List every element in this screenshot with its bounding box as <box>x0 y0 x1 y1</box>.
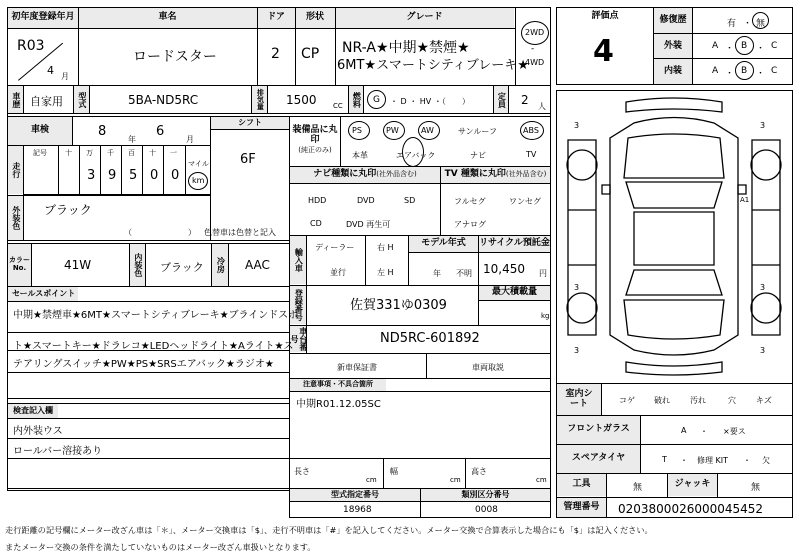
equipment-aw: AW <box>421 126 434 135</box>
tools-label: 工具 <box>572 479 591 490</box>
shape-label-cell <box>295 8 335 28</box>
color-no-label: カラーNo. <box>9 256 30 272</box>
mark-rear-right: 3 <box>760 283 766 292</box>
spare-kit: 修理 KIT <box>697 456 729 465</box>
mark-a1: A1 <box>740 196 750 204</box>
glass-label: フロントガラス <box>567 424 630 435</box>
navi-dvd-play: DVD 再生可 <box>346 220 391 229</box>
score-label-cell <box>557 8 653 26</box>
mile-label: マイル <box>188 160 209 168</box>
warranty-new-car: 新車保証書 <box>337 363 377 372</box>
equipment-airbag: エアバック <box>396 151 436 160</box>
equipment-tv: TV <box>526 150 537 159</box>
car-name-label-cell <box>78 8 257 28</box>
model-label: 型式 <box>77 91 87 108</box>
mirror-right <box>738 185 746 194</box>
registration-plate: 佐賀331ゆ0309 <box>350 298 447 313</box>
tv-label-cell <box>441 167 550 183</box>
import-left: 左 H <box>377 268 394 277</box>
car-name: ロードスター <box>133 49 217 65</box>
interior-dot-2: ・ <box>756 69 766 79</box>
mileage-sign-label: 記号 <box>33 149 47 157</box>
car-body-outline <box>610 118 738 356</box>
glass-x: ×要ス <box>723 427 746 436</box>
class-label: 類別区分番号 <box>461 489 510 499</box>
length-label: 長さ <box>294 467 310 476</box>
equipment-pw: PW <box>386 126 399 135</box>
inspection-year-unit: 年 <box>128 135 136 144</box>
tools-label-cell <box>557 474 606 496</box>
chassis-value: ND5RC-601892 <box>380 331 480 346</box>
notes-label: 注意事項・不具合箇所 <box>303 380 373 389</box>
jack-label: ジャッキ <box>674 479 711 490</box>
length-unit: cm <box>366 476 377 484</box>
class-value: 0008 <box>475 505 498 515</box>
fuel-label-cell <box>349 86 363 113</box>
capacity-label-cell <box>494 86 508 113</box>
mileage-label: 走行 <box>11 162 21 178</box>
mark-front-right: 3 <box>760 121 766 130</box>
inspection-label-cell <box>8 117 72 145</box>
exterior-dot-2: ・ <box>756 44 766 54</box>
type-value: 18968 <box>343 505 372 515</box>
interior-b: B <box>741 66 748 76</box>
use-label-cell <box>8 86 23 113</box>
mark-rear-left: 3 <box>574 283 580 292</box>
interior-color-value: ブラック <box>160 261 204 274</box>
repair-dot: ・ <box>743 19 753 29</box>
jack-label-cell <box>668 474 717 496</box>
door-label-cell <box>257 8 295 28</box>
color-label: 外装色 <box>11 206 21 230</box>
spare-label: スペアタイヤ <box>571 453 626 464</box>
ac-label-cell <box>212 244 228 286</box>
interior-label-cell <box>654 59 692 84</box>
footer-line-1: 走行距離の記号欄にメーター改ざん車は「＊」、メーター交換車は「$」、走行不明車は「#」を記入してください。メーター交換で合算表示した場合にも「$」は記入ください。 <box>5 525 653 535</box>
recycle-yen: 円 <box>539 269 547 278</box>
trunk-outline <box>624 300 724 339</box>
interior-label: 内装 <box>663 65 682 76</box>
exterior-label-cell <box>654 34 692 59</box>
model-label-cell <box>74 86 89 113</box>
sales-line-3: テアリングスイッチ★PW★PS★SRSエアバック★ラジオ★ <box>13 359 274 370</box>
mileage-digit-100: 5 <box>129 168 138 183</box>
capacity-label: 定員 <box>497 91 507 108</box>
displacement-label-cell <box>252 86 267 113</box>
car-name-label: 車名 <box>158 12 177 23</box>
repair-yes: 有 <box>727 19 737 29</box>
spare-t: T <box>662 455 667 464</box>
interior-color-label: 内装色 <box>133 253 143 277</box>
grade-line-2: 6MT★スマートシティブレーキ★ <box>337 58 529 73</box>
seat-hole: 穴 <box>728 396 736 405</box>
shift-label: シフト <box>238 117 262 127</box>
inspector-line-2: ロールバー溶接あり <box>13 446 103 457</box>
repair-label: 修復歴 <box>659 15 687 26</box>
management-label-cell <box>557 498 606 517</box>
fuel-label: 燃料 <box>352 91 362 108</box>
import-dealer: ディーラー <box>315 243 355 252</box>
cabin-outline <box>634 212 714 265</box>
repair-no: 無 <box>756 19 766 29</box>
door-label: ドア <box>267 12 285 23</box>
wheel-front-left <box>567 150 597 180</box>
doors: 2 <box>271 46 280 62</box>
ac-value: AAC <box>245 258 270 272</box>
management-label: 管理番号 <box>563 501 600 512</box>
seat-label: 室内シート <box>565 388 593 409</box>
equipment-navi: ナビ <box>470 151 486 160</box>
navi-hdd: HDD <box>308 196 327 205</box>
navi-dvd: DVD <box>357 196 375 205</box>
registration-label: 登録番号 <box>294 289 304 321</box>
equipment-abs: ABS <box>523 126 539 135</box>
mark-bottom-left: 3 <box>574 346 580 355</box>
mileage-unit-100: 百 <box>128 149 135 157</box>
drive-4wd: 4WD <box>525 58 545 67</box>
spare-none: 欠 <box>762 456 770 465</box>
equipment-label: 装備品に丸印 (純正のみ) <box>292 125 338 154</box>
navi-sd: SD <box>404 196 416 205</box>
drive-2wd: 2WD <box>525 28 545 37</box>
mileage-unit-10m: 十 <box>65 149 72 157</box>
height-unit: cm <box>536 476 547 484</box>
management-value: 0203800026000045452 <box>618 502 764 516</box>
model-year-label: モデル年式 <box>421 238 466 249</box>
exterior-a: A <box>712 41 719 51</box>
max-load-unit: kg <box>541 312 550 320</box>
displacement-label: 排気量 <box>256 89 265 110</box>
grade-label-cell <box>335 8 514 28</box>
model-year-unknown: 不明 <box>456 269 472 278</box>
right-side-outline <box>752 140 780 335</box>
seat-label-cell <box>557 384 601 415</box>
glass-dot: ・ <box>700 427 708 436</box>
model-year-unit: 年 <box>433 269 441 278</box>
left-door-line <box>568 210 596 265</box>
warranty-manual: 車両取説 <box>472 363 504 372</box>
inspection-label: 車検 <box>30 125 49 136</box>
chassis-label: 車台番号 <box>290 327 308 351</box>
km-label: km <box>192 176 205 185</box>
drive-dash: - <box>531 44 535 54</box>
import-label: 輸入車 <box>294 248 304 272</box>
grade-line-1: NR-A★中期★禁煙★ <box>342 40 470 56</box>
model-year-label-cell <box>409 236 478 252</box>
color-no-label-cell <box>8 244 31 286</box>
interior-dot-1: ・ <box>725 69 735 79</box>
exterior-c: C <box>771 41 778 51</box>
grade-label: グレード <box>406 12 443 23</box>
mark-bottom-right: 3 <box>760 346 766 355</box>
height-label: 高さ <box>471 467 487 476</box>
color-value: ブラック <box>44 203 92 217</box>
tv-label: TV 種類に丸印(社外品含む) <box>444 169 547 180</box>
sales-label: セールスポイント <box>12 288 76 298</box>
spare-label-cell <box>557 445 640 473</box>
shift-label-cell <box>211 117 289 129</box>
max-load-label-cell <box>479 286 550 300</box>
cc-unit: CC <box>333 102 343 110</box>
mileage-digit-10: 0 <box>150 168 159 183</box>
shift-value: 6F <box>240 152 256 167</box>
repair-label-cell <box>654 8 692 34</box>
rear-bumper <box>626 362 722 375</box>
score-value: 4 <box>593 34 614 69</box>
capacity-value: 2 <box>521 93 529 107</box>
footer-line-2: またメーター交換の条件を満たしていないものはメーター改ざん車扱いとなります。 <box>5 542 316 552</box>
navi-label: ナビ種類に丸印(社外品含む) <box>313 169 417 180</box>
reg-month-unit: 月 <box>61 72 69 81</box>
tv-oneseg: ワンセグ <box>509 197 541 206</box>
mileage-unit-10: 十 <box>149 149 156 157</box>
mileage-digit-10k: 3 <box>87 168 96 183</box>
equipment-sunroof: サンルーフ <box>458 127 497 136</box>
reg-year-label-cell <box>8 8 78 28</box>
displacement-value: 1500 <box>286 93 317 107</box>
mark-front-left: 3 <box>574 121 580 130</box>
shape-label: 形状 <box>305 12 324 23</box>
tv-analog: アナログ <box>454 220 486 229</box>
glass-label-cell <box>557 416 640 444</box>
jack-value: 無 <box>751 483 761 493</box>
color-paren: （ ） <box>124 228 196 237</box>
wheel-rear-left <box>567 293 597 323</box>
width-unit: cm <box>450 476 461 484</box>
equipment-leather: 本革 <box>352 151 368 160</box>
right-door-line <box>752 210 780 265</box>
shape: CP <box>301 46 320 62</box>
recycle-label: リサイクル預託金 <box>479 238 550 249</box>
front-bumper <box>626 98 722 112</box>
inspector-label: 検査記入欄 <box>13 405 53 415</box>
use-value: 自家用 <box>30 95 63 108</box>
mirror-left <box>602 185 610 194</box>
width-label: 幅 <box>390 467 398 476</box>
inspection-month-unit: 月 <box>186 135 194 144</box>
fuel-options: ・ D ・ HV ・（ ） <box>390 97 470 106</box>
recycle-label-cell <box>479 236 550 252</box>
color-note: 色替車は色替と記入 <box>204 228 276 237</box>
color-no-value: 41W <box>64 258 92 272</box>
model-value: 5BA-ND5RC <box>128 93 199 107</box>
seat-burn: コゲ <box>619 396 635 405</box>
mileage-label-cell <box>8 146 23 194</box>
reg-year: R03 <box>17 38 45 54</box>
mileage-unit-1: 一 <box>170 149 177 157</box>
sales-line-1: 中期★禁煙車★6MT★スマートシティブレーキ★ブラインドスポ <box>13 310 299 321</box>
wheel-rear-right <box>751 293 781 323</box>
inspector-label-cell <box>8 404 58 418</box>
spare-dot-2: ・ <box>743 456 751 465</box>
notes-value: 中期R01.12.05SC <box>296 399 381 410</box>
glass-a: A <box>681 426 687 435</box>
windshield-outline <box>626 182 722 208</box>
use-label: 車歴 <box>11 91 21 108</box>
mileage-unit-10k: 万 <box>86 149 93 157</box>
seat-scratch: キズ <box>756 396 772 405</box>
navi-cd: CD <box>310 219 322 228</box>
seat-stain: 汚れ <box>690 396 706 405</box>
interior-color-label-cell <box>130 244 145 286</box>
equipment-ps: PS <box>352 126 362 135</box>
seat-tear: 破れ <box>654 396 670 405</box>
mileage-unit-1k: 千 <box>107 149 114 157</box>
exterior-b: B <box>741 41 748 51</box>
import-label-cell <box>290 236 306 284</box>
wheel-front-right <box>751 150 781 180</box>
equipment-label-cell <box>290 117 340 165</box>
type-label: 型式指定番号 <box>331 489 379 499</box>
fuel-g: G <box>373 95 380 105</box>
sales-line-2: ト★スマートキー★ドラレコ★LEDヘッドライト★Aライト★ス <box>13 341 294 352</box>
mileage-units-row <box>24 146 210 157</box>
recycle-value: 10,450 <box>483 262 525 276</box>
inspector-line-1: 内外装ウス <box>13 426 63 437</box>
left-side-outline <box>568 140 596 335</box>
interior-a: A <box>712 66 719 76</box>
interior-c: C <box>771 66 778 76</box>
max-load-label: 最大積載量 <box>491 287 537 298</box>
sales-label-cell <box>8 287 78 301</box>
car-diagram <box>556 90 793 383</box>
ac-label: 冷房 <box>216 257 226 273</box>
exterior-dot-1: ・ <box>725 44 735 54</box>
reg-year-label: 初年度登録年月 <box>11 12 75 23</box>
tv-fullseg: フルセグ <box>454 197 486 206</box>
navi-label-cell <box>290 167 440 183</box>
exterior-label: 外装 <box>663 40 682 51</box>
color-label-cell <box>8 196 23 240</box>
notes-label-cell <box>290 379 386 391</box>
inspection-month: 6 <box>156 124 165 139</box>
hood-outline <box>624 134 724 178</box>
mileage-digit-1k: 9 <box>108 168 117 183</box>
spare-dot-1: ・ <box>680 456 688 465</box>
score-label: 評価点 <box>591 11 619 22</box>
reg-month: 4 <box>47 64 54 77</box>
import-right: 右 H <box>377 243 394 252</box>
import-parallel: 並行 <box>330 268 346 277</box>
mileage-digit-1: 0 <box>171 168 180 183</box>
tools-value: 無 <box>633 483 643 493</box>
inspection-year: 8 <box>98 124 107 139</box>
capacity-unit: 人 <box>538 102 546 111</box>
rear-window-outline <box>626 270 722 295</box>
